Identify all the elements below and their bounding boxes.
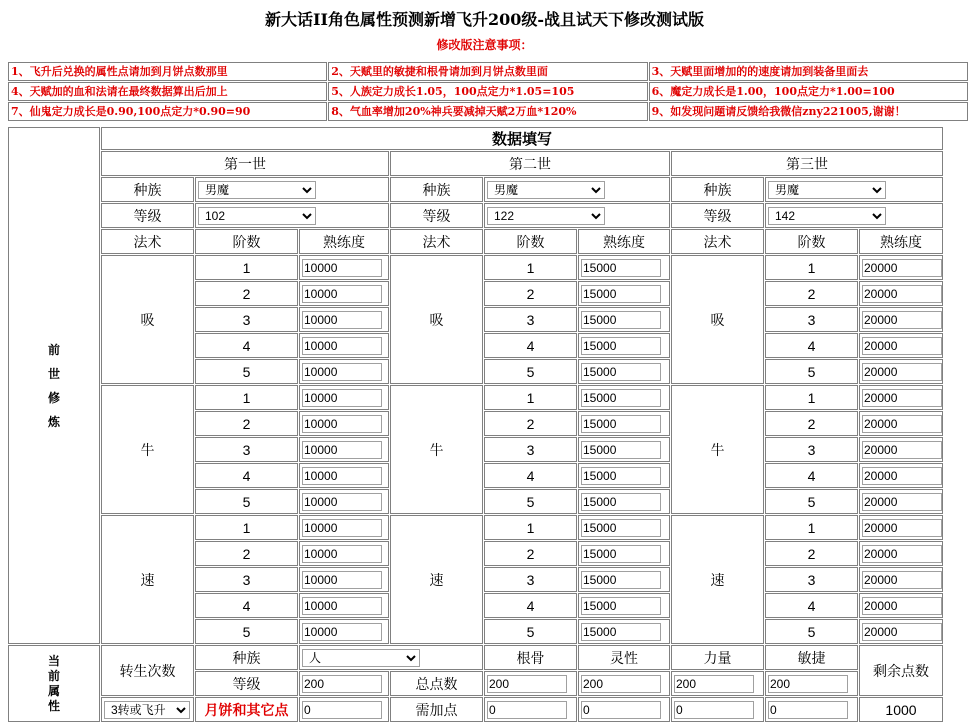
attr-need-input[interactable] xyxy=(674,701,754,719)
mastery-input[interactable] xyxy=(302,311,382,329)
mastery-input[interactable] xyxy=(581,441,661,459)
attr-total-input[interactable] xyxy=(674,675,754,693)
tier-header: 阶数 xyxy=(232,233,261,250)
level-select[interactable] xyxy=(768,207,886,225)
note-item: 1、飞升后兑换的属性点请加到月饼点数那里 xyxy=(8,62,327,81)
tier-number: 4 xyxy=(526,337,535,354)
tier-number: 4 xyxy=(807,597,816,614)
attr-total-input[interactable] xyxy=(581,675,661,693)
mastery-input[interactable] xyxy=(302,259,382,277)
tier-number: 2 xyxy=(526,415,535,432)
vertical-char: 世 xyxy=(47,366,60,381)
vertical-char: 属 xyxy=(47,683,60,698)
mastery-input[interactable] xyxy=(302,441,382,459)
mastery-input[interactable] xyxy=(581,285,661,303)
level-label: 等级 xyxy=(232,675,261,692)
mastery-input[interactable] xyxy=(581,597,661,615)
mastery-input[interactable] xyxy=(581,389,661,407)
section-header: 数据填写 xyxy=(101,127,943,150)
race-select[interactable] xyxy=(768,181,886,199)
vertical-char: 炼 xyxy=(47,414,60,429)
mastery-input[interactable] xyxy=(581,363,661,381)
vertical-char: 修 xyxy=(47,390,60,405)
tier-number: 1 xyxy=(807,519,816,536)
spell-name: 牛 xyxy=(710,441,725,458)
tier-number: 3 xyxy=(526,441,535,458)
note-item: 9、如发现问题请反馈给我微信zny221005,谢谢！ xyxy=(649,102,968,121)
mastery-input[interactable] xyxy=(581,519,661,537)
tier-number: 4 xyxy=(242,337,251,354)
race-label: 种族 xyxy=(133,181,162,198)
mastery-input[interactable] xyxy=(302,415,382,433)
spell-header: 法术 xyxy=(422,233,451,250)
note-item: 2、天赋里的敏捷和根骨请加到月饼点数里面 xyxy=(328,62,647,81)
tier-number: 2 xyxy=(242,285,251,302)
mastery-input[interactable] xyxy=(581,571,661,589)
tier-number: 4 xyxy=(526,467,535,484)
mastery-input[interactable] xyxy=(581,311,661,329)
attr-label: 根骨 xyxy=(516,649,545,666)
life-header: 第三世 xyxy=(786,155,828,172)
tier-number: 5 xyxy=(807,493,816,510)
tier-number: 2 xyxy=(807,415,816,432)
mastery-input[interactable] xyxy=(581,545,661,563)
level-select[interactable] xyxy=(198,207,316,225)
previous-life-label xyxy=(8,127,100,644)
tier-number: 1 xyxy=(242,389,251,406)
tier-number: 3 xyxy=(807,571,816,588)
notes-heading: 修改版注意事项： xyxy=(436,38,533,52)
tier-number: 2 xyxy=(526,285,535,302)
current-level-input[interactable] xyxy=(302,675,382,693)
tier-number: 2 xyxy=(526,545,535,562)
spell-name: 速 xyxy=(140,571,155,588)
tier-number: 3 xyxy=(807,311,816,328)
mastery-input[interactable] xyxy=(862,285,942,303)
tier-header: 阶数 xyxy=(797,233,826,250)
tier-number: 3 xyxy=(526,571,535,588)
tier-number: 5 xyxy=(807,363,816,380)
tier-number: 5 xyxy=(242,363,251,380)
tier-number: 2 xyxy=(807,545,816,562)
mastery-header: 熟练度 xyxy=(603,233,645,250)
mastery-input[interactable] xyxy=(302,545,382,563)
mastery-input[interactable] xyxy=(302,285,382,303)
level-label: 等级 xyxy=(133,207,162,224)
mastery-input[interactable] xyxy=(862,597,942,615)
spell-name: 速 xyxy=(429,571,444,588)
attr-need-input[interactable] xyxy=(768,701,848,719)
mooncake-label: 月饼和其它点 xyxy=(204,701,289,718)
mastery-input[interactable] xyxy=(862,259,942,277)
race-select[interactable] xyxy=(198,181,316,199)
note-item: 5、人族定力成长1.05，100点定力*1.05=105 xyxy=(328,82,647,101)
life-header: 第一世 xyxy=(224,155,266,172)
spell-header: 法术 xyxy=(703,233,732,250)
attr-label: 敏捷 xyxy=(797,649,826,666)
attr-need-input[interactable] xyxy=(581,701,661,719)
race-label: 种族 xyxy=(422,181,451,198)
notes-table xyxy=(7,61,969,122)
current-attr-label xyxy=(8,645,100,722)
tier-number: 4 xyxy=(526,597,535,614)
attr-label: 力量 xyxy=(703,649,732,666)
mastery-input[interactable] xyxy=(302,467,382,485)
spell-name: 速 xyxy=(710,571,725,588)
tier-number: 5 xyxy=(807,623,816,640)
current-race-select[interactable] xyxy=(302,649,420,667)
level-label: 等级 xyxy=(703,207,732,224)
spell-header: 法术 xyxy=(133,233,162,250)
mastery-input[interactable] xyxy=(862,415,942,433)
tier-number: 3 xyxy=(807,441,816,458)
remaining-label: 剩余点数 xyxy=(873,662,929,679)
mastery-input[interactable] xyxy=(302,571,382,589)
tier-number: 2 xyxy=(807,285,816,302)
note-item: 3、天赋里面增加的的速度请加到装备里面去 xyxy=(649,62,968,81)
tier-number: 5 xyxy=(242,493,251,510)
mastery-input[interactable] xyxy=(581,259,661,277)
mastery-header: 熟练度 xyxy=(323,233,365,250)
tier-number: 1 xyxy=(526,389,535,406)
attr-need-input[interactable] xyxy=(487,701,567,719)
tier-number: 5 xyxy=(242,623,251,640)
tier-number: 1 xyxy=(242,519,251,536)
mastery-input[interactable] xyxy=(862,337,942,355)
need-points-label: 需加点 xyxy=(415,701,458,718)
mastery-input[interactable] xyxy=(862,389,942,407)
tier-number: 1 xyxy=(242,259,251,276)
mastery-input[interactable] xyxy=(862,467,942,485)
tier-number: 1 xyxy=(807,259,816,276)
rebirth-label: 转生次数 xyxy=(119,662,176,679)
tier-number: 4 xyxy=(807,337,816,354)
tier-number: 3 xyxy=(242,311,251,328)
note-item: 4、天赋加的血和法请在最终数据算出后加上 xyxy=(8,82,327,101)
mastery-input[interactable] xyxy=(302,519,382,537)
spell-name: 吸 xyxy=(140,311,155,328)
tier-number: 5 xyxy=(526,363,535,380)
data-form-table xyxy=(7,126,944,723)
note-item: 7、仙鬼定力成长是0.90,100点定力*0.90=90 xyxy=(8,102,327,121)
vertical-char: 性 xyxy=(47,698,60,713)
level-label: 等级 xyxy=(422,207,451,224)
tier-number: 3 xyxy=(242,441,251,458)
note-item: 6、魔定力成长是1.00，100点定力*1.00=100 xyxy=(649,82,968,101)
mastery-input[interactable] xyxy=(302,337,382,355)
mastery-input[interactable] xyxy=(862,311,942,329)
mastery-input[interactable] xyxy=(862,493,942,511)
attr-total-input[interactable] xyxy=(487,675,567,693)
mastery-input[interactable] xyxy=(581,467,661,485)
mastery-input[interactable] xyxy=(862,519,942,537)
tier-number: 4 xyxy=(807,467,816,484)
mastery-input[interactable] xyxy=(581,337,661,355)
life-header: 第二世 xyxy=(509,155,551,172)
mooncake-input[interactable] xyxy=(302,701,382,719)
mastery-input[interactable] xyxy=(302,493,382,511)
note-item: 8、气血率增加20%神兵要减掉天赋2万血*120% xyxy=(328,102,647,121)
tier-number: 2 xyxy=(242,415,251,432)
vertical-char: 前 xyxy=(47,668,60,683)
tier-number: 1 xyxy=(807,389,816,406)
rebirth-select[interactable] xyxy=(104,701,190,719)
mastery-input[interactable] xyxy=(862,363,942,381)
mastery-input[interactable] xyxy=(581,623,661,641)
race-label: 种族 xyxy=(232,649,261,666)
tier-number: 1 xyxy=(526,259,535,276)
mastery-input[interactable] xyxy=(302,597,382,615)
mastery-input[interactable] xyxy=(862,571,942,589)
tier-number: 4 xyxy=(242,467,251,484)
mastery-header: 熟练度 xyxy=(880,233,922,250)
tier-number: 4 xyxy=(242,597,251,614)
vertical-char: 前 xyxy=(47,342,60,357)
spell-name: 牛 xyxy=(429,441,444,458)
mastery-input[interactable] xyxy=(302,623,382,641)
tier-number: 3 xyxy=(242,571,251,588)
tier-number: 2 xyxy=(242,545,251,562)
attr-total-input[interactable] xyxy=(768,675,848,693)
level-select[interactable] xyxy=(487,207,605,225)
mastery-input[interactable] xyxy=(581,415,661,433)
spell-name: 吸 xyxy=(710,311,725,328)
race-label: 种族 xyxy=(703,181,732,198)
attr-label: 灵性 xyxy=(610,649,638,666)
vertical-char: 当 xyxy=(47,653,60,668)
mastery-input[interactable] xyxy=(581,493,661,511)
page-title: 新大话II角色属性预测新增飞升200级-战且试天下修改测试版 xyxy=(264,10,704,29)
race-select[interactable] xyxy=(487,181,605,199)
total-points-label: 总点数 xyxy=(415,675,458,692)
spell-name: 吸 xyxy=(429,311,444,328)
mastery-input[interactable] xyxy=(862,623,942,641)
tier-number: 3 xyxy=(526,311,535,328)
mastery-input[interactable] xyxy=(862,441,942,459)
mastery-input[interactable] xyxy=(862,545,942,563)
tier-header: 阶数 xyxy=(516,233,545,250)
tier-number: 1 xyxy=(526,519,535,536)
remaining-value: 1000 xyxy=(885,701,917,718)
mastery-input[interactable] xyxy=(302,389,382,407)
tier-number: 5 xyxy=(526,623,535,640)
mastery-input[interactable] xyxy=(302,363,382,381)
spell-name: 牛 xyxy=(140,441,155,458)
tier-number: 5 xyxy=(526,493,535,510)
